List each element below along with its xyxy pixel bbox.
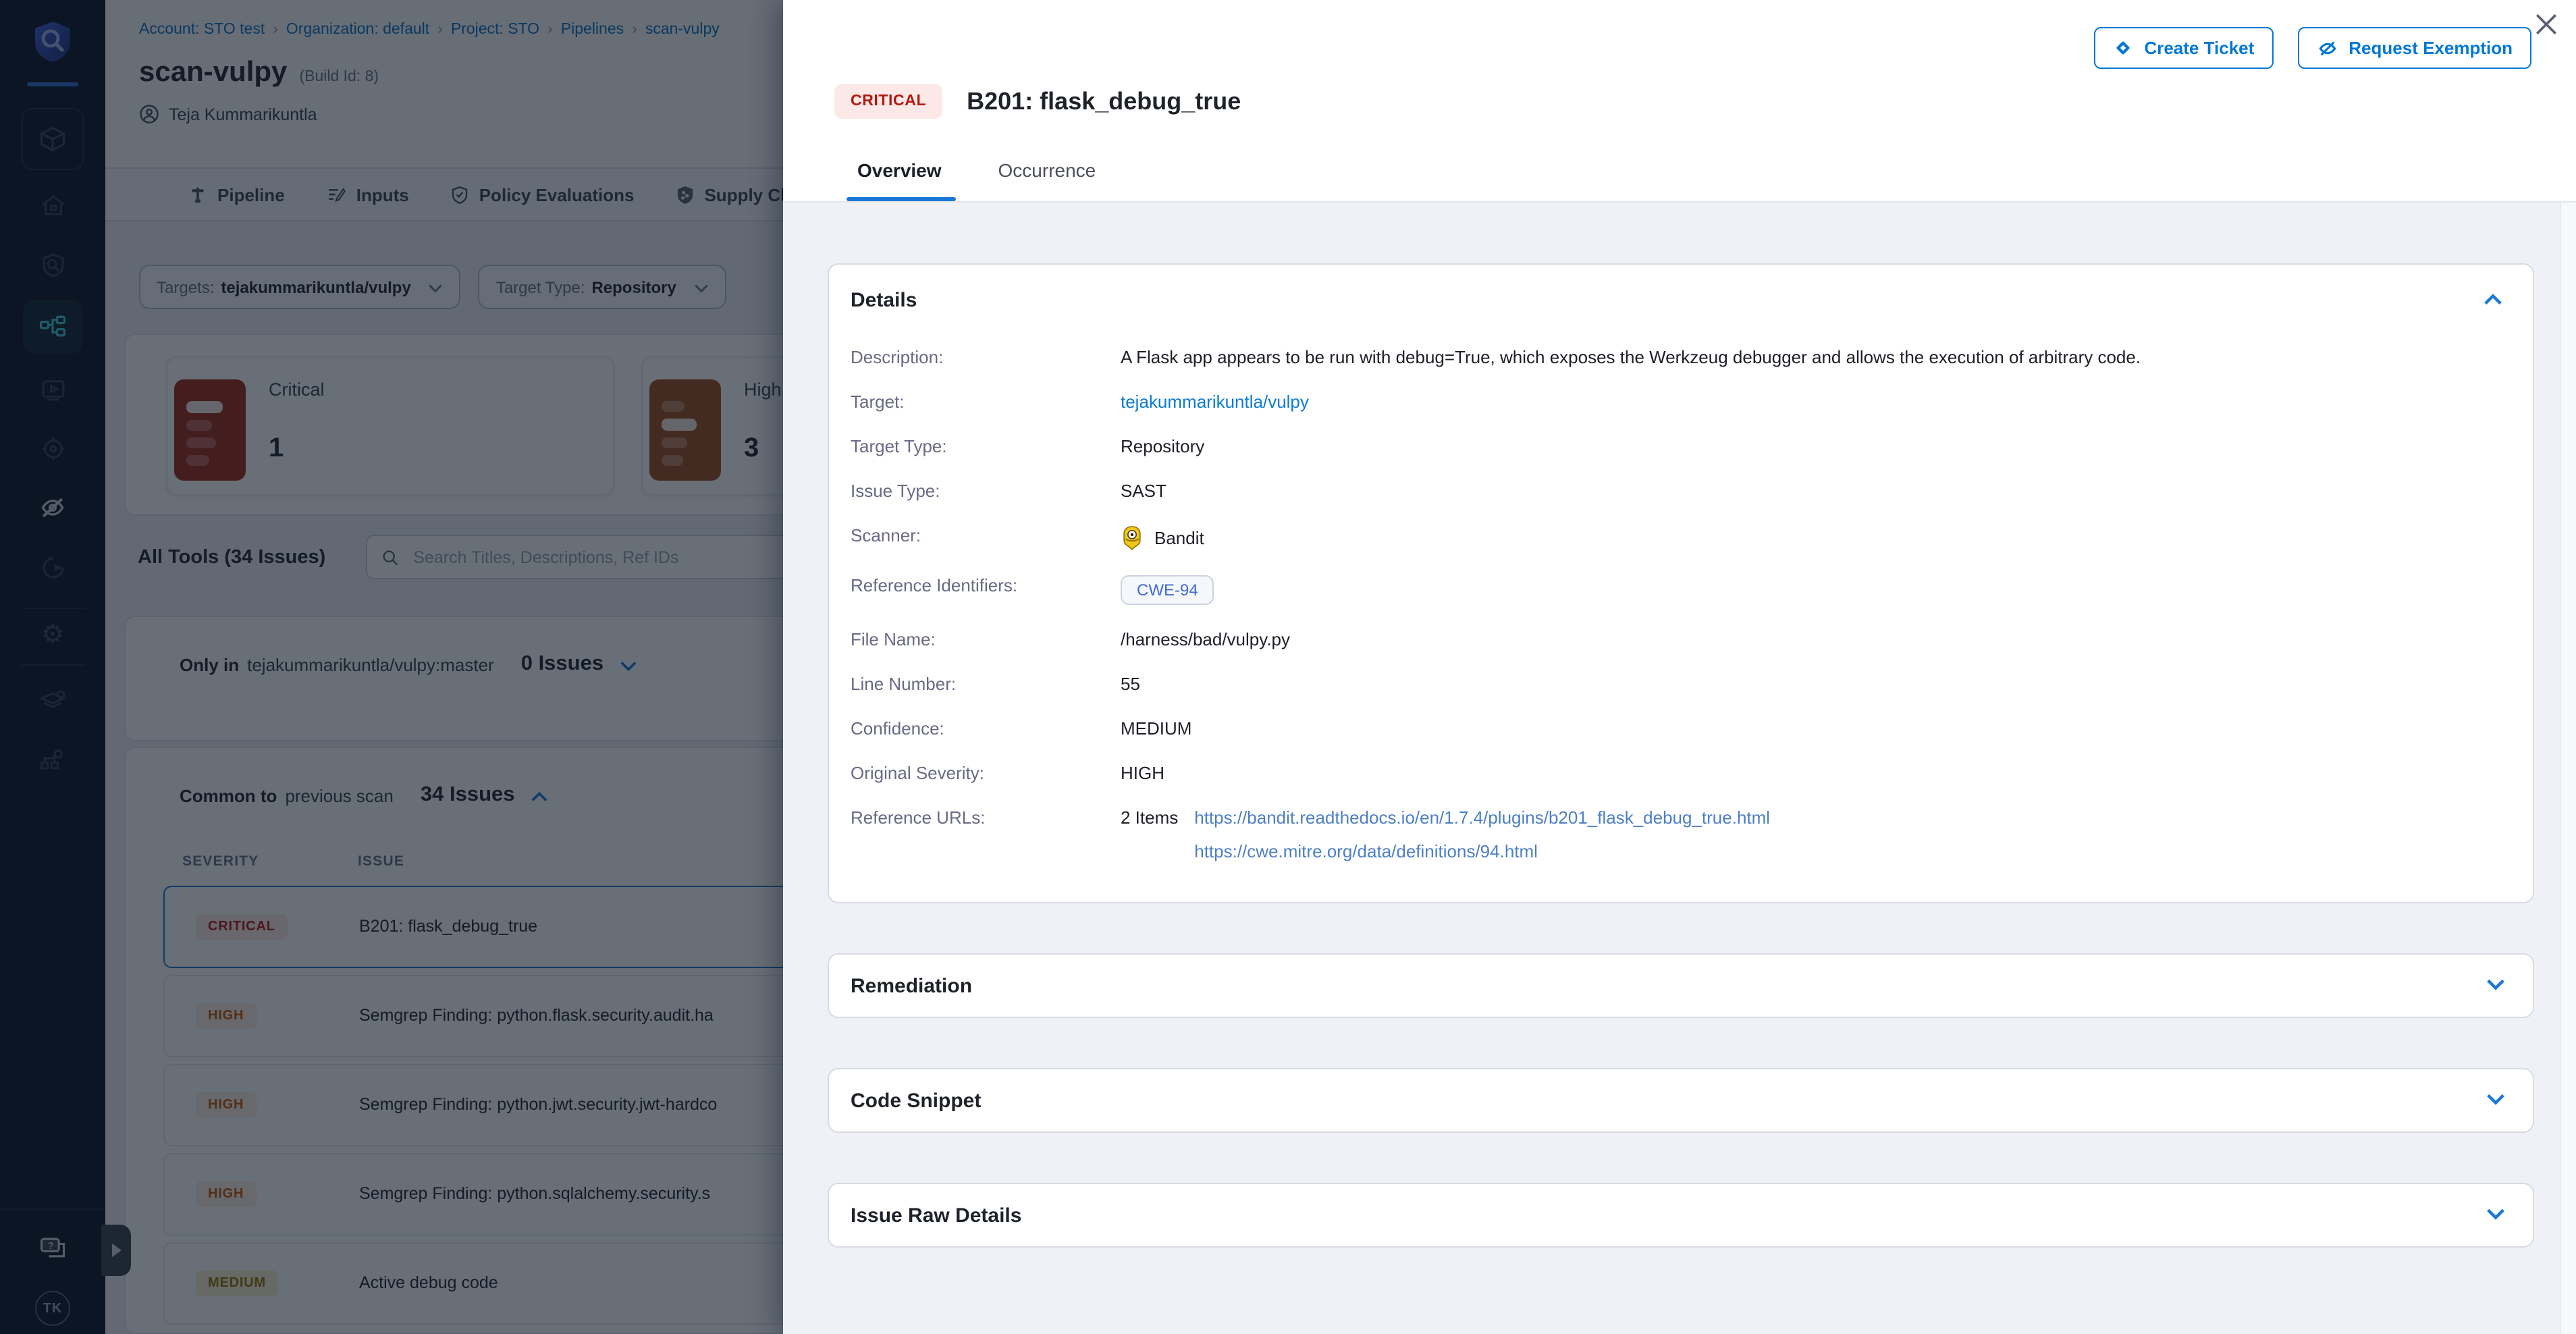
field-label: Reference URLs:: [851, 807, 986, 828]
reference-url-link[interactable]: https://bandit.readthedocs.io/en/1.7.4/plugins/b201_flask_debug_true.html: [1194, 807, 1771, 828]
drawer-content: [783, 203, 2576, 1334]
field-reference-urls: [851, 807, 2506, 875]
drawer-severity-badge: CRITICAL: [834, 84, 942, 119]
field-label: Scanner:: [851, 525, 921, 545]
field-label: Confidence:: [851, 718, 944, 739]
field-label: Original Severity:: [851, 763, 984, 783]
drawer-tabs: [847, 159, 1106, 181]
drawer-actions: [2094, 27, 2531, 69]
details-heading: Details: [851, 289, 917, 312]
field-value: /harness/bad/vulpy.py: [1121, 629, 1290, 649]
field-label: Reference Identifiers:: [851, 575, 1018, 595]
issue-detail-drawer: [783, 0, 2576, 1334]
section-heading: Remediation: [851, 974, 973, 997]
field-value: SAST: [1121, 481, 1166, 501]
active-tab-underline: [847, 197, 956, 201]
field-value: A Flask app appears to be run with debug=True, which exposes the Werkzeug debugger and allows the execution of arbitrary code.: [1121, 347, 2141, 367]
drawer-scrollbar-gutter[interactable]: [2560, 203, 2576, 1334]
target-link[interactable]: tejakummarikuntla/vulpy: [1121, 392, 1309, 412]
field-label: Line Number:: [851, 674, 957, 694]
button-label: Request Exemption: [2349, 38, 2513, 58]
field-line-number: [851, 674, 2506, 694]
ticket-diamond-icon: [2113, 38, 2133, 58]
details-card: [828, 263, 2534, 903]
field-value: 55: [1121, 674, 1140, 694]
scanner-name: Bandit: [1154, 528, 1204, 548]
field-label: Issue Type:: [851, 481, 940, 501]
chevron-down-icon: [2486, 1088, 2506, 1113]
section-heading: Issue Raw Details: [851, 1204, 1022, 1227]
drawer-title-row: [834, 84, 1241, 119]
close-icon[interactable]: [2535, 14, 2557, 42]
field-label: Target Type:: [851, 436, 947, 456]
url-count: 2 Items: [1121, 807, 1179, 828]
section-heading: Code Snippet: [851, 1089, 982, 1112]
remediation-section[interactable]: [828, 953, 2534, 1018]
field-label: File Name:: [851, 629, 936, 649]
request-exemption-button[interactable]: [2297, 27, 2531, 69]
chevron-up-icon[interactable]: [2483, 289, 2503, 313]
field-value: Repository: [1121, 436, 1205, 456]
chevron-down-icon: [2486, 973, 2506, 998]
field-reference-identifiers: [851, 575, 2506, 605]
field-confidence: [851, 718, 2506, 739]
bandit-scanner-icon: [1121, 525, 1144, 551]
field-scanner: [851, 525, 2506, 551]
chevron-down-icon: [2486, 1203, 2506, 1227]
cwe-chip[interactable]: CWE-94: [1121, 575, 1214, 605]
field-value: MEDIUM: [1121, 718, 1192, 739]
code-snippet-section[interactable]: [828, 1068, 2534, 1133]
field-issue-type: [851, 481, 2506, 501]
issue-raw-details-section[interactable]: [828, 1183, 2534, 1248]
tab-occurrence[interactable]: Occurrence: [998, 159, 1096, 181]
field-value: HIGH: [1121, 763, 1164, 783]
field-label: Target:: [851, 392, 905, 412]
drawer-title: B201: flask_debug_true: [967, 87, 1241, 114]
field-original-severity: [851, 763, 2506, 783]
tab-overview[interactable]: Overview: [857, 159, 942, 181]
create-ticket-button[interactable]: [2094, 27, 2273, 69]
field-description: [851, 347, 2506, 367]
field-target: [851, 392, 2506, 412]
button-label: Create Ticket: [2144, 38, 2255, 58]
field-file-name: [851, 629, 2506, 649]
reference-url-link[interactable]: https://cwe.mitre.org/data/definitions/94.html: [1194, 841, 1538, 861]
eye-off-icon: [2316, 37, 2338, 59]
field-label: Description:: [851, 347, 944, 367]
field-target-type: [851, 436, 2506, 456]
